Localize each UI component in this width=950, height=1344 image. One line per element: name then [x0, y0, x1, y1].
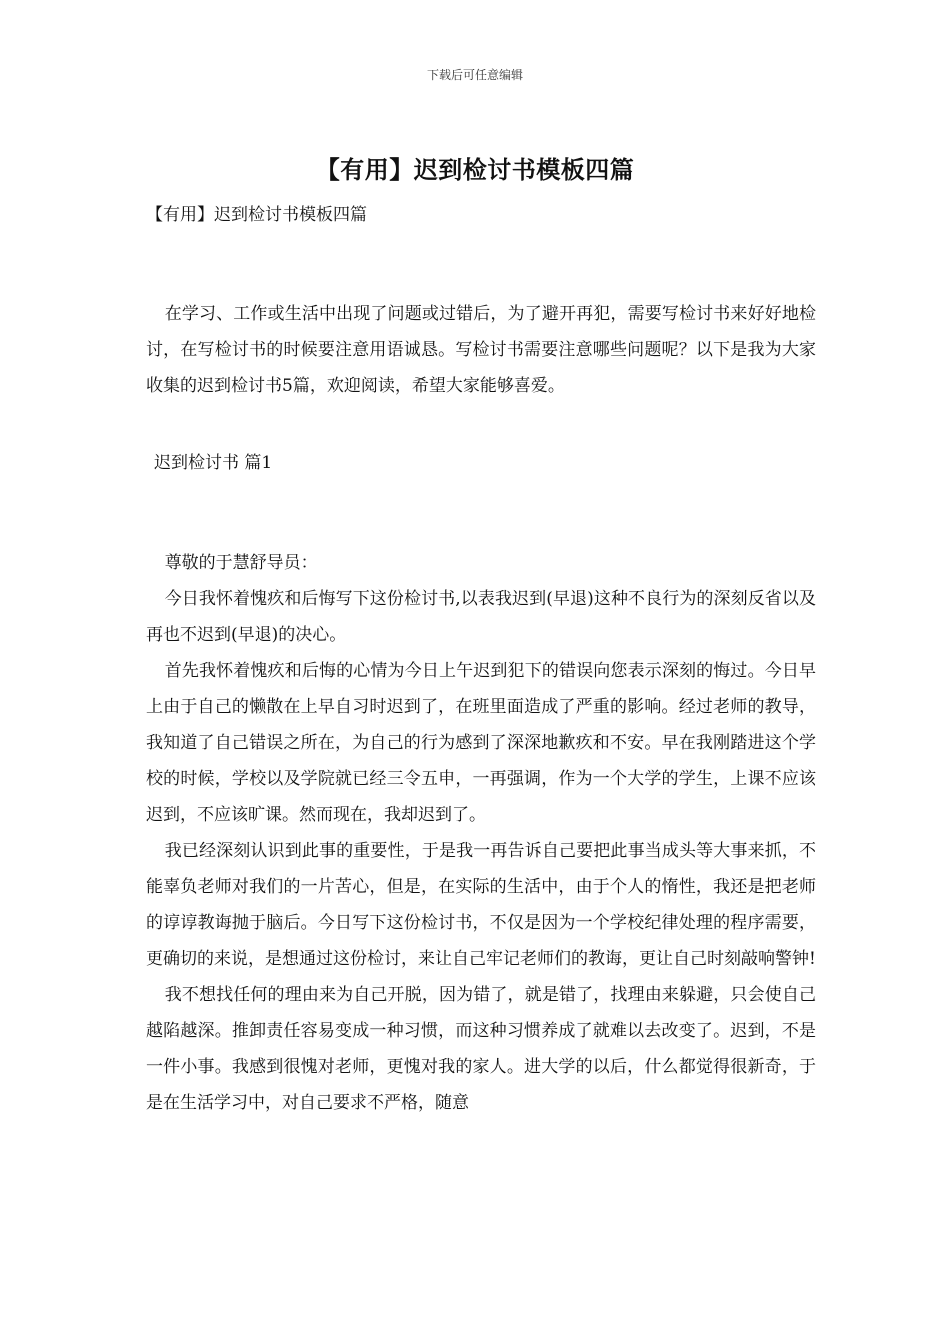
- letter-paragraph: 首先我怀着愧疚和后悔的心情为今日上午迟到犯下的错误向您表示深刻的悔过。今日早上由于自己的懒散在上早自习时迟到了，在班里面造成了严重的影响。经过老师的教导，我知道了自己错误之所在，为自己的行为感到了深深地歉疚和不安。早在我刚踏进这个学校的时候，学校以及学院就已经三令五申，一再强调，作为一个大学的学生，上课不应该迟到，不应该旷课。然而现在，我却迟到了。: [146, 661, 816, 825]
- page-header-note: 下载后可任意编辑: [426, 68, 523, 82]
- letter-paragraph: 今日我怀着愧疚和后悔写下这份检讨书,以表我迟到(早退)这种不良行为的深刻反省以及再也不迟到(早退)的决心。: [146, 589, 816, 645]
- letter-paragraph: 我不想找任何的理由来为自己开脱，因为错了，就是错了，找理由来躲避，只会使自己越陷越深。推卸责任容易变成一种习惯，而这种习惯养成了就难以去改变了。迟到，不是一件小事。我感到很愧对老师，更愧对我的家人。进大学的以后，什么都觉得很新奇，于是在生活学习中，对自己要求不严格，随意: [146, 985, 816, 1113]
- document-subtitle: 【有用】迟到检讨书模板四篇: [146, 205, 367, 225]
- letter-salutation: 尊敬的于慧舒导员：: [164, 553, 318, 573]
- document-title: 【有用】迟到检讨书模板四篇: [315, 155, 635, 184]
- intro-paragraph: 在学习、工作或生活中出现了问题或过错后，为了避开再犯，需要写检讨书来好好地检讨，在写检讨书的时候要注意用语诚恳。写检讨书需要注意哪些问题呢？以下是我为大家收集的迟到检讨书5篇，欢迎阅读，希望大家能够喜爱。: [146, 304, 816, 396]
- section-heading: 迟到检讨书 篇1: [154, 453, 273, 473]
- intro-section: [146, 296, 816, 404]
- letter-paragraph: 我已经深刻认识到此事的重要性，于是我一再告诉自己要把此事当成头等大事来抓，不能辜负老师对我们的一片苦心，但是，在实际的生活中，由于个人的惰性，我还是把老师的谆谆教诲抛于脑后。今日写下这份检讨书，不仅是因为一个学校纪律处理的程序需要，更确切的来说，是想通过这份检讨，来让自己牢记老师们的教诲，更让自己时刻敲响警钟!: [146, 841, 816, 969]
- letter-body: [146, 545, 816, 1121]
